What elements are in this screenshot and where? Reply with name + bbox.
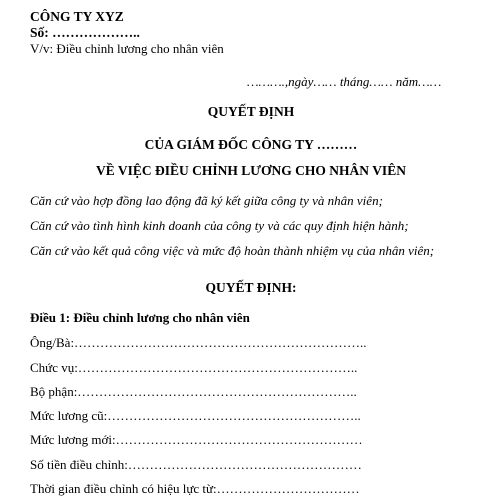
subject-title: VỀ VIỆC ĐIỀU CHỈNH LƯƠNG CHO NHÂN VIÊN: [96, 163, 406, 178]
decision-title: QUYẾT ĐỊNH: [207, 104, 295, 119]
field-department: Bộ phận:………………………………………………………..: [30, 384, 357, 399]
field-full-name: Ông/Bà:…………………………………………………………..: [30, 335, 367, 350]
basis-item: Căn cứ vào kết quả công việc và mức độ hoàn thành nhiệm vụ của nhân viên;: [30, 243, 435, 258]
field-adjustment-amount: Số tiền điều chỉnh:………………………………………………: [30, 457, 362, 472]
company-name: CÔNG TY XYZ: [30, 9, 124, 24]
article-1-title: : Điều chỉnh lương cho nhân viên: [65, 310, 250, 325]
document-number: Số: ………………..: [30, 25, 140, 40]
basis-item: Căn cứ vào hợp đồng lao động đã ký kết giữa công ty và nhân viên;: [30, 193, 383, 208]
field-position: Chức vụ:………………………………………………………..: [30, 360, 358, 375]
issuer-title: CỦA GIÁM ĐỐC CÔNG TY ………: [144, 137, 358, 152]
article-1-heading: [30, 310, 250, 326]
field-old-salary: Mức lương cũ:…………………………………………………..: [30, 408, 361, 423]
decision-heading: QUYẾT ĐỊNH:: [205, 280, 297, 295]
date-line: ……….,ngày…… tháng…… năm……: [247, 74, 442, 89]
basis-item: Căn cứ vào tình hình kinh doanh của công ty và các quy định hiện hành;: [30, 218, 409, 233]
field-effective-date: Thời gian điều chỉnh có hiệu lực từ:……………………………: [30, 481, 360, 496]
article-1-label: Điều 1: [30, 310, 66, 325]
field-new-salary: Mức lương mới:…………………………………………………: [30, 432, 363, 447]
document-subject: V/v: Điều chỉnh lương cho nhân viên: [30, 41, 224, 56]
